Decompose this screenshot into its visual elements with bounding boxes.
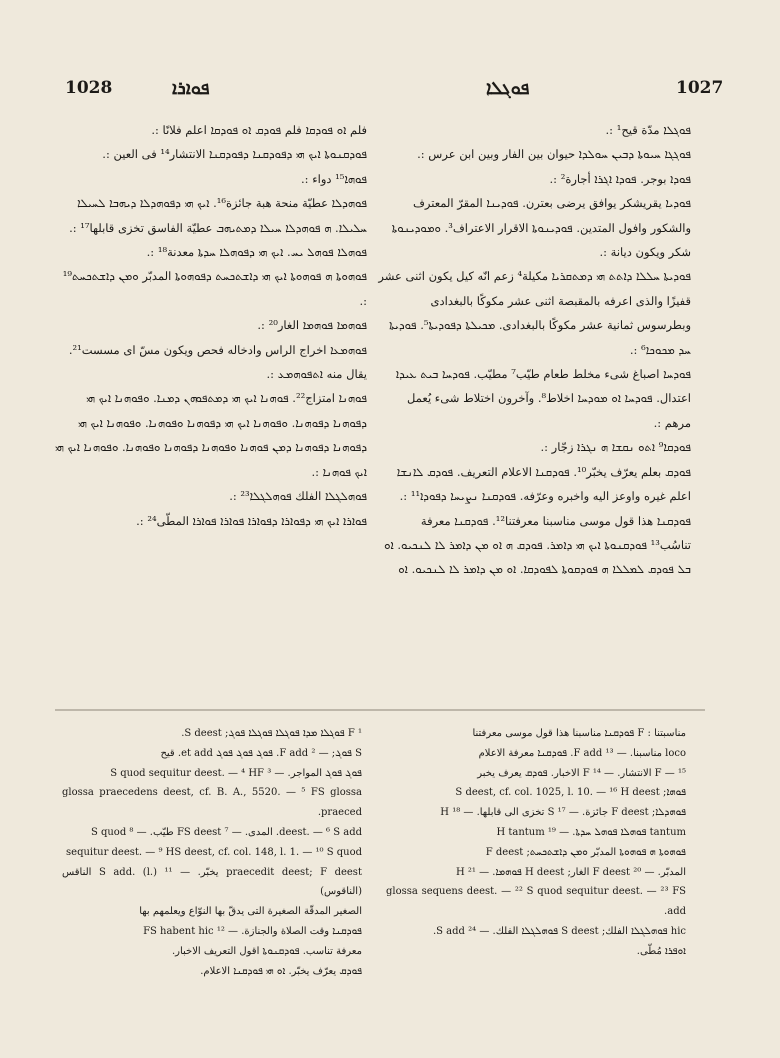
footnote-line: ܦܘܗܘܬܐ ܗ ܦܘܗܘܬܐ المدبّر ܘܡܢ ܕܐܫܬܟܚܬ; F deest bbox=[485, 846, 686, 858]
left-running-title: ܦܘܐܪܐ bbox=[172, 78, 210, 99]
footnote-line: ܦܘܓ ܦܘܓ المواجر. — ³ S quod sequitur deest. — ⁴ HF bbox=[110, 767, 362, 779]
footnotes-left bbox=[62, 724, 362, 977]
footnote-line: praecedit deest; F deest يخبّر. — ¹¹ S add. (l.) الناقس (الناقوس) bbox=[62, 866, 362, 898]
footnote-line: معرفة تناسب. ܦܘܕܩܢܘܬܐ اقول التعريف الاخبار. bbox=[171, 945, 362, 957]
entry: ܦܘܓܓܐ ܚܝܘܬܐ ܕܒܝܢ ܚܘܠܕܐ حيوان بين الفار وبين ابن عرس :. bbox=[417, 147, 691, 162]
entry: ܦܘܕܝܐ يقريشكر يوافق يرضى بعترن. ܦܘܕܝܢܐ المقرّ المعترف والشكور وافول المتدين. ܦܘܕܝܢܘܬܐ الاقرار الاعتراف³. ܘܡܘܕܝܢܘܬܐ شكر ويكون ديانة :. bbox=[391, 196, 691, 260]
entry: ܦܘܗܘܬܐ ܗ ܦܘܗܘܬܐ ܐܝܟ ܗܝ ܕܐܫܬܟܚܬ ܕܦܘܗܘܬܐ المدبّر ܘܡܢ ܕܐܫܬܟܚܬ¹⁹ :. bbox=[62, 269, 367, 308]
footnote-line: ¹ F ܦܘܓܠܐ ܡܕܐ ܦܘܓܠܐ ܦܘܓܠܐ ܦܘܓ; S deest. bbox=[181, 728, 362, 739]
entry: ܦܘܕܐ بوجر. ܦܘܕܐ ܐܓܪܐ أجارة² :. bbox=[549, 171, 691, 186]
entry: ܦܘܕܩܢܐ هذا قول موسى مناسبنا معرفتنا¹². ܦܘܕܩܢܐ معرفة تناسُب¹³ ܦܘܕܩܢܘܬܐ ܐܝܟ ܗܝ ܕܐܡܪ. ܦܘܕܩ ܗ ܐܘ ܡܢ ܕܐܡܪ ܠܐ ܠܢܟܝܘ. ܐܘ ܒܠ ܦܘܕܩ ܠܡܠܠܐ ܗ ܦܘܕܩܘܬܐ ܠܦܘܕܩܐ. ܐܘ ܡܢ ܕܐܡܪ ܠܐ ܠܢܟܝܘ. ܐܘ bbox=[384, 513, 691, 577]
entry: ܦܘܗܠܐ ܦܘܗܠ ܝܚ. ܐܝܟ ܗܝ ܕܦܘܗܠܐ ܚܕܬܐ معدنة¹⁸ :. bbox=[146, 245, 367, 260]
left-column bbox=[54, 118, 367, 693]
left-page-number: 1028 bbox=[65, 78, 113, 98]
footnote-line: الصغير المدقّة الصغيرة التى يدقّ بها النوّاع ويعلمهم بها bbox=[139, 906, 362, 918]
entry: ܦܘܕܩ بعلم يعرّف يخبّر¹⁰. ܦܘܕܩܢܐ الاعلام التعريف. ܦܘܕܩ ܠܐܢܫܐ اعلم غيره واوعز اليه واخبره وعرّفه. ܦܘܕܩܢܐ ܢܨܝܚܐ ܕܦܘܕܐ¹¹ :. bbox=[396, 464, 691, 504]
footnote-line: S ܦܘܓ; — ² F add. ܦܘܓ ܦܘܓ ܦܘܓ et add. قيح bbox=[160, 747, 362, 759]
footnote-line: loco مناسبنا. — ¹³ F add. ܦܘܕܩܢܐ معرفة الاعلام bbox=[478, 747, 686, 759]
right-page-number: 1027 bbox=[676, 78, 724, 98]
entry: ܦܘܗܡܐ ܦܘܗܡܐ الغار²⁰ :. bbox=[257, 318, 367, 333]
footnote-line: ܐܘܦܪܐ مُطّى. bbox=[636, 945, 686, 957]
entry: ܦܘܓܠܐ مدّة قيح¹ :. bbox=[605, 123, 691, 137]
entry: ܦܘܐܪܐ ܐܝܟ ܗܝ ܕܦܘܐܪܐ ܕܦܘܐܪܐ ܦܘܐܪܐ ܦܘܐܪܐ المطّى²⁴ :. bbox=[136, 513, 367, 528]
entry: ܦܘܗܐ¹⁵ دواء :. bbox=[301, 171, 367, 186]
footnote-line: hic ܦܘܗܠܓܠܐ الفلك; S deest ܦܘܗܠܓܠܐ الفلك. — ²⁴ S add. bbox=[432, 925, 686, 937]
entry: ܦܘܗܕܠܐ عطيّة منحة هبة جائزة¹⁶. ܐܝܟ ܗܝ ܕܦܘܗܕܠܐ ܕܝܗܒܐ ܠܚܝܠܐ ܚܠܝܠܐ. ܗ ܦܘܗܕܠܐ ܚܝܠܐ ܕܡܬܝܗܒ عطيّة الفاسق تخزى قابلها¹⁷ :. bbox=[69, 196, 367, 235]
footnote-line: ܦܘܗܐ; S deest, cf. col. 1025, l. 10. — ¹⁶ H deest bbox=[455, 787, 686, 799]
footnote-separator bbox=[55, 710, 705, 712]
entry: ܦܘܕܩܢܘܬܐ ܐܝܟ ܗܝ ܕܦܘܕܩܢܐ ܕܦܘܕܩܢܐ الانتشار¹⁴ فى العين :. bbox=[102, 147, 367, 162]
entry: ܦܘܕܩܐ⁹ ܐܬܘ ܢܩܫܐ ܗ ܢܓܪܐ زجّار :. bbox=[540, 440, 691, 455]
entry: ܦܘܕܚܐ اصباغ شىء مخلط طعام طيّب⁷ مطيّب. ܦܘܕܚܐ ܒܝܬ ܥܝܕܐ اعتدال. ܦܘܕܚܐ ܐܘ ܡܘܕܚܐ اخلاط⁸. وآخرون اختلاط شىء يُعمل مرهم :. bbox=[395, 367, 691, 430]
footnote-line: tantum ܦܘܗܠܐ ܦܘܗܠ ܚܕܬܐ. — ¹⁹ H tantum bbox=[496, 826, 686, 838]
footnote-line: المدبّر. — ²⁰ F deest الغار; H deest ܦܘܗܡܐ. — ²¹ H bbox=[456, 866, 686, 878]
footnote-line: sequitur deest. — ⁹ HS deest, cf. col. 148, l. 1. — ¹⁰ S quod bbox=[66, 846, 362, 858]
entry: ܦܘܕܝܬܐ ܚܠܠܐ ܕܐܬܬ ܗܝ ܕܡܬܩܪܝܐ مكيلة⁴ زعم انّه كيل يكون اثنى عشر قفيزًا والذى اعرفه بالمقبصة اثنى عشر مكوكًا بالبغدادى وبطرسوس ثمانية عشر مكوكًا بالبغدادى. ܡܟܝܠܬܐ ܕܦܘܕܝܬܐ⁵. ܦܘܕܝܬܐ ܚܕ ܡܟܘܟܐ⁶ :. bbox=[378, 269, 691, 357]
footnote-line: F — ¹⁵ الانتشار. — ¹⁴ F الاخبار. ܦܘܕܩ يعرف يخبر bbox=[477, 767, 686, 779]
footnote-line: glossa praecedens deest, cf. B. A., 5520. — ⁵ FS glossa praeced. bbox=[62, 787, 362, 819]
entry: ܦܘܗܢܐ امتزاج²². ܦܘܗܢܐ ܐܝܟ ܗܝ ܕܡܬܦܘܗܢ ܕܡܢܐ. ܘܦܘܗܢܐ ܐܝܟ ܗܝ ܕܦܘܗܢܐ ܕܦܘܗܢܐ. ܘܦܘܗܢܐ ܐܝܟ ܗܝ ܕܦܘܗܢܐ ܘܦܘܗܢܐ. ܘܦܘܗܢܐ ܐܝܟ ܗܝ ܕܦܘܗܢܐ ܕܦܘܗܢܐ ܕܡܢ ܦܘܗܢܐ ܘܦܘܗܢܐ ܕܦܘܗܢܐ ܘܦܘܗܢܐ. ܘܦܘܗܢܐ ܐܝܟ ܗܝ ܐܝܟ ܦܘܗܢܐ :. bbox=[55, 391, 367, 479]
entry: فلم ܐܘ ܦܘܕܩܐ فلم ܦܘܕܩ ܐܘ ܦܘܕܩܐ اعلم فلانًا :. bbox=[151, 123, 367, 137]
right-column bbox=[378, 118, 691, 693]
footnote-line: deest. — ⁶ S add. المدى. — ⁷ FS deest طيّب. — ⁸ S quod bbox=[90, 826, 362, 838]
footnote-line: ܦܘܕܩ يعرّف يخبّر. ܐܘ ܗܝ ܦܘܕܩܢܐ الاعلام. bbox=[200, 965, 362, 977]
footnote-line: ܦܘܗܕܠܐ; F deest جائزة. — ¹⁷ S تخزى الى قابلها. — ¹⁸ H bbox=[440, 807, 686, 819]
entry: ܦܘܗܡܥܐ اخراج الراس وادخاله فحص ويكون مسّ اى مسست²¹. يقال منه ܐܬܦܘܗܡܥ :. bbox=[68, 342, 367, 382]
footnotes-right bbox=[386, 724, 686, 964]
right-running-title: ܦܘܓܠܐ bbox=[486, 78, 530, 99]
footnote-line: مناسبتنا : F ܦܘܕܩܢܐ مناسبنا هذا قول موسى معرفتنا bbox=[472, 728, 686, 739]
footnote-line: ܦܘܕܩܢܐ وقت الصلاة والجنازة. — ¹² FS habent hic bbox=[143, 925, 362, 937]
entry: ܦܘܗܠܓܠܐ الفلك ܦܘܗܠܓܠܐ²³ :. bbox=[229, 489, 367, 504]
footnote-line: glossa sequens deest. — ²² S quod sequitur deest. — ²³ FS add. bbox=[386, 886, 686, 918]
